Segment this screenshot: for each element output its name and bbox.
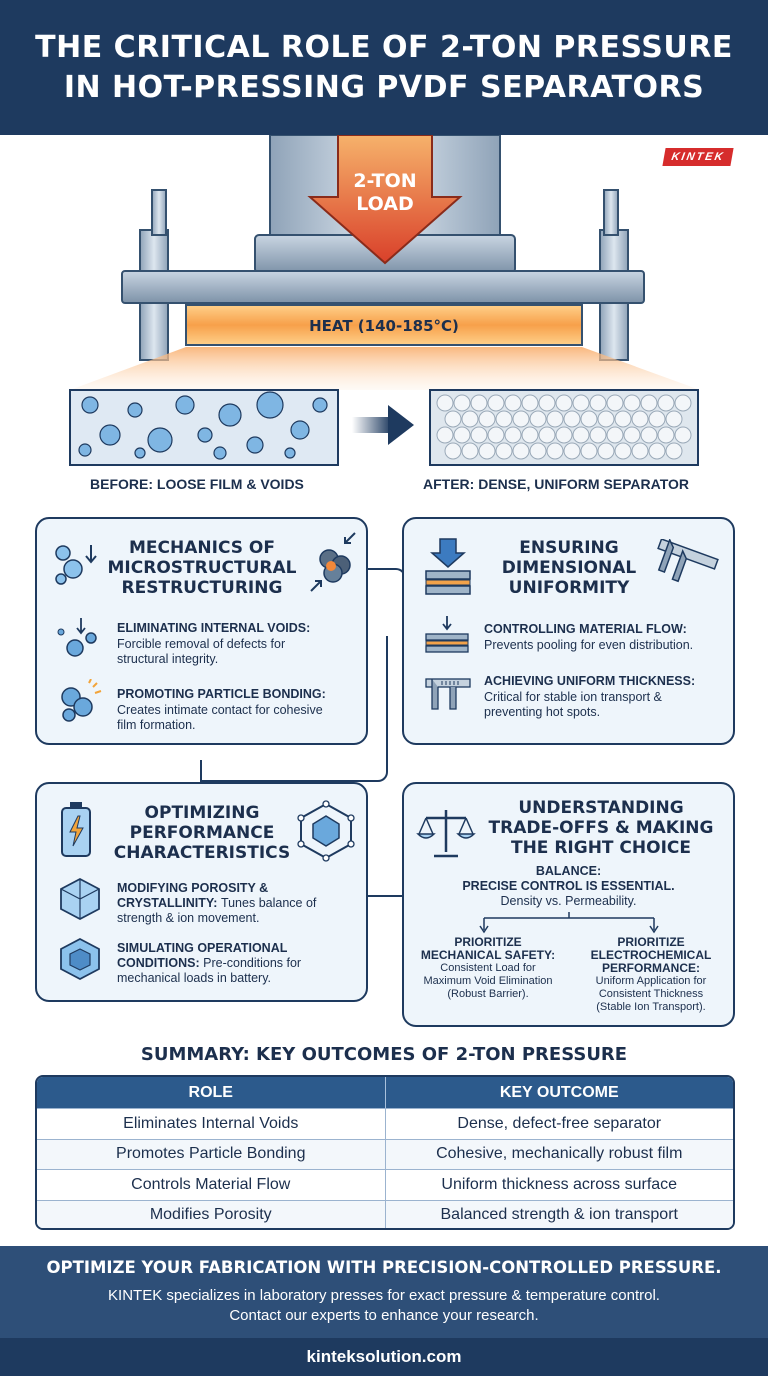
outcome-cell: Cohesive, mechanically robust film (436, 1145, 683, 1163)
performance-item-2-line-3: mechanical loads in battery. (117, 971, 272, 985)
uniformity-item-2-line-2: preventing hot spots. (484, 705, 601, 719)
outcome-cell: Balanced strength & ion transport (440, 1206, 678, 1224)
simulation-cube-icon (57, 936, 103, 982)
mechanical-text-line-1: Consistent Load for (440, 962, 536, 974)
uniformity-item-1-line-1: Prevents pooling for even distribution. (484, 638, 694, 652)
crystal-lattice-icon (295, 800, 357, 862)
mechanics-item-1-line-2: structural integrity. (117, 652, 219, 666)
electrochemical-text-line-3: (Stable Ion Transport). (596, 1001, 706, 1013)
card-mechanics (35, 517, 368, 745)
card-performance (35, 782, 368, 1002)
balance-block (404, 864, 733, 909)
summary-title: SUMMARY: KEY OUTCOMES OF 2-TON PRESSURE (140, 1044, 628, 1065)
porosity-cube-icon (57, 876, 103, 922)
mechanical-text-line-3: (Robust Barrier). (447, 988, 529, 1000)
thickness-gauge-icon (422, 669, 474, 717)
footer-description-line-2: Contact our experts to enhance your research. (229, 1307, 539, 1324)
performance-title-line-2: PERFORMANCE (129, 823, 275, 843)
heat-label: HEAT (140-185°C) (309, 317, 459, 335)
header-role: ROLE (37, 1077, 386, 1108)
card-tradeoffs (402, 782, 735, 1027)
card-uniformity (402, 517, 735, 745)
press-plate-icon (420, 537, 476, 597)
performance-title-line-3: CHARACTERISTICS (113, 843, 291, 863)
balance-title: PRECISE CONTROL IS ESSENTIAL. (462, 879, 675, 893)
bubbles-arrow-icon (51, 539, 103, 591)
page-title (35, 28, 733, 108)
mechanical-title-line-2: MECHANICAL SAFETY: (420, 948, 556, 962)
tradeoffs-title-line-1: UNDERSTANDING (518, 798, 684, 818)
mechanical-text-line-2: Maximum Void Elimination (423, 975, 553, 987)
uniformity-item-1-title: CONTROLLING MATERIAL FLOW: (484, 622, 687, 636)
mechanics-item-1-line-1: Forcible removal of defects for (117, 637, 286, 651)
mechanical-title-line-1: PRIORITIZE (454, 935, 522, 949)
connector-top (366, 568, 406, 638)
material-flow-icon (422, 614, 472, 656)
priority-mechanical (408, 936, 568, 1001)
uniformity-title-line-1: ENSURING (519, 538, 619, 558)
electrochemical-title-line-3: PERFORMANCE: (602, 961, 700, 975)
mechanics-item-1-title: ELIMINATING INTERNAL VOIDS: (117, 621, 311, 635)
footer-cta-section (0, 1246, 768, 1338)
mechanics-title-line-2: MICROSTRUCTURAL (107, 558, 297, 578)
table-row (37, 1169, 733, 1200)
footer-description-line-1: KINTEK specializes in laboratory presses for exact pressure & temperature control. (108, 1287, 660, 1304)
mechanics-item-2-line-1: Creates intimate contact for cohesive (117, 703, 323, 717)
role-cell: Controls Material Flow (37, 1170, 386, 1200)
title-line-2: IN HOT-PRESSING PVDF SEPARATORS (63, 69, 705, 105)
performance-item-1-inline-text: Tunes balance of (220, 896, 317, 910)
table-row (37, 1139, 733, 1170)
outcome-cell: Dense, defect-free separator (457, 1114, 662, 1132)
mechanics-title-line-3: RESTRUCTURING (121, 578, 283, 598)
priority-electrochemical (570, 936, 732, 1014)
caliper-icon (652, 539, 722, 599)
electrochemical-title-line-1: PRIORITIZE (617, 935, 685, 949)
performance-title-line-1: OPTIMIZING (144, 803, 260, 823)
mechanics-item-2-text (117, 703, 323, 733)
page-header (0, 0, 768, 135)
performance-item-2-title-line-2: CONDITIONS: (117, 956, 200, 970)
electrochemical-text-line-1: Uniform Application for (595, 975, 707, 987)
load-label-line-1: 2-TON (353, 170, 417, 192)
electrochemical-title-line-2: ELECTROCHEMICAL (590, 948, 712, 962)
footer-cta: OPTIMIZE YOUR FABRICATION WITH PRECISION-CONTROLLED PRESSURE. (46, 1258, 722, 1277)
performance-item-1-title (117, 881, 316, 926)
battery-icon (59, 800, 93, 860)
before-caption: BEFORE: LOOSE FILM & VOIDS (90, 476, 304, 492)
footer-description (0, 1286, 768, 1326)
uniformity-title-line-2: DIMENSIONAL (501, 558, 637, 578)
uniformity-item-1-text (484, 638, 693, 653)
performance-item-1-title-line-1: MODIFYING POROSITY & (117, 881, 269, 895)
load-label-line-2: LOAD (356, 193, 414, 215)
table-header (37, 1077, 733, 1108)
mechanics-item-2-title: PROMOTING PARTICLE BONDING: (117, 687, 326, 701)
connector-bottom (366, 895, 404, 897)
mechanics-title (107, 538, 297, 598)
mechanics-item-1-text (117, 637, 285, 667)
connector-left-down (200, 760, 202, 782)
role-cell: Modifies Porosity (37, 1201, 386, 1231)
uniformity-title (484, 538, 654, 598)
title-line-1: THE CRITICAL ROLE OF 2-TON PRESSURE (35, 29, 733, 65)
summary-table (35, 1075, 735, 1230)
press-illustration (0, 135, 768, 505)
uniformity-title-line-3: UNIFORMITY (508, 578, 630, 598)
table-row (37, 1200, 733, 1231)
uniformity-item-2-line-1: Critical for stable ion transport & (484, 690, 662, 704)
tradeoffs-title-line-2: TRADE-OFFS & MAKING (488, 818, 714, 838)
void-removal-icon (51, 614, 103, 662)
header-outcome: KEY OUTCOME (499, 1083, 619, 1101)
tradeoffs-title (476, 798, 726, 858)
electrochemical-text-line-2: Consistent Thickness (598, 988, 704, 1000)
after-caption: AFTER: DENSE, UNIFORM SEPARATOR (423, 476, 690, 492)
mechanics-title-line-1: MECHANICS OF (129, 538, 275, 558)
performance-title (107, 803, 297, 863)
role-cell: Promotes Particle Bonding (37, 1140, 386, 1170)
performance-item-2-title-line-1: SIMULATING OPERATIONAL (117, 941, 288, 955)
table-row (37, 1108, 733, 1139)
kintek-logo: KINTEK (662, 148, 733, 166)
website-link[interactable]: kinteksolution.com (0, 1338, 768, 1376)
performance-item-1-line-3: strength & ion movement. (117, 911, 260, 925)
uniformity-item-2-text (484, 690, 662, 720)
branch-arrows (464, 912, 674, 934)
particle-bonding-icon (51, 679, 103, 727)
particle-cluster-icon (305, 527, 361, 597)
tradeoffs-title-line-3: THE RIGHT CHOICE (510, 838, 692, 858)
mechanics-item-2-line-2: film formation. (117, 718, 196, 732)
performance-item-2-title (117, 941, 301, 986)
performance-item-2-inline-text: Pre-conditions for (203, 956, 302, 970)
balance-scale-icon (416, 806, 476, 860)
uniformity-item-2-title: ACHIEVING UNIFORM THICKNESS: (484, 674, 696, 688)
balance-text: Density vs. Permeability. (500, 894, 637, 908)
performance-item-1-title-line-2: CRYSTALLINITY: (117, 896, 218, 910)
outcome-cell: Uniform thickness across surface (441, 1175, 678, 1193)
role-cell: Eliminates Internal Voids (37, 1109, 386, 1139)
balance-label: BALANCE: (535, 864, 602, 878)
